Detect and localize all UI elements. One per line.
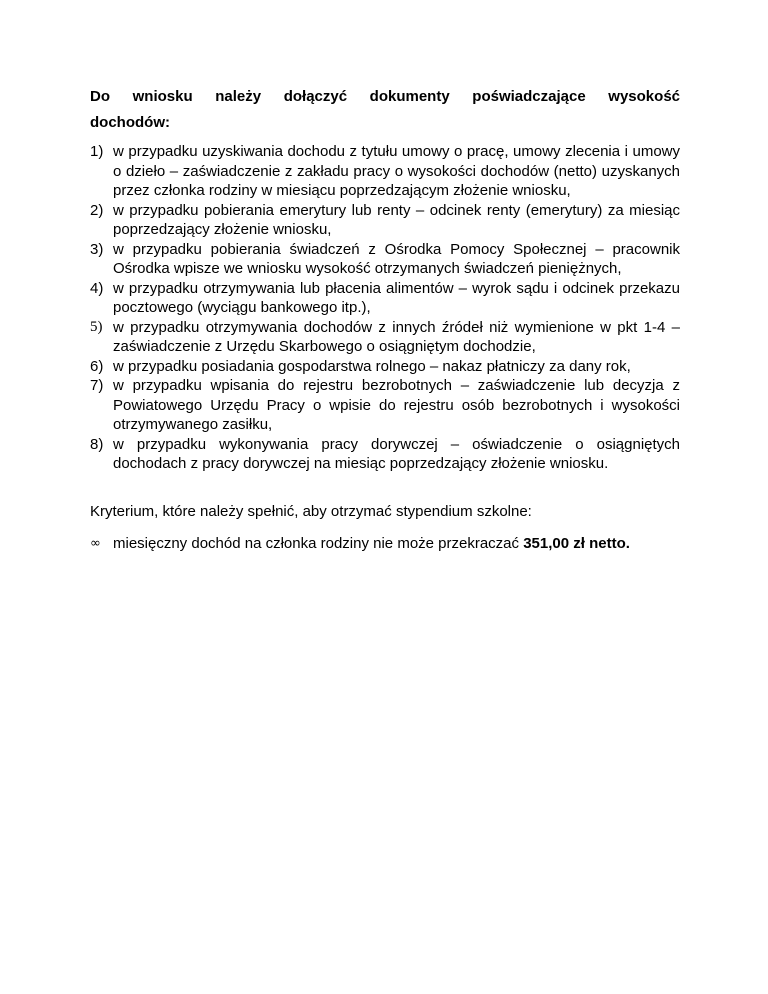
criterion-title: Kryterium, które należy spełnić, aby otrzymać stypendium szkolne:	[90, 502, 532, 520]
list-item	[90, 357, 680, 377]
list-item-number: 7)	[90, 377, 104, 394]
criteria-text: miesięczny dochód na członka rodziny nie może przekraczać	[113, 534, 524, 552]
list-item	[90, 240, 680, 279]
list-item-number: 6)	[90, 357, 104, 375]
required-documents-list	[90, 142, 680, 474]
income-limit-amount: 351,00 zł netto.	[523, 534, 630, 552]
list-item	[90, 142, 680, 201]
list-item-text: w przypadku pobierania emerytury lub renty – odcinek renty (emerytury) za miesiąc poprzedzający złożenie wniosku,	[113, 201, 680, 238]
list-item-number: 8)	[90, 435, 104, 453]
list-item	[90, 201, 680, 240]
heading-line-1: Do wniosku należy dołączyć dokumenty poświadczające wysokość	[90, 88, 680, 105]
list-item-number: 3)	[90, 240, 104, 258]
list-item-number: 1)	[90, 143, 104, 160]
criteria-item	[90, 534, 680, 554]
list-item-number: 2)	[90, 201, 104, 219]
list-item-text: w przypadku otrzymywania lub płacenia alimentów – wyrok sądu i odcinek przekazu pocztowego (wyciągu bankowego itp.),	[113, 279, 680, 316]
document-heading	[90, 84, 680, 136]
list-item-text: w przypadku otrzymywania dochodów z innych źródeł niż wymienione w pkt 1-4 – zaświadczenie z Urzędu Skarbowego o osiągniętym dochodzie,	[113, 318, 680, 355]
heading-line-2: dochodów:	[90, 114, 170, 131]
list-item-text: w przypadku posiadania gospodarstwa rolnego – nakaz płatniczy za dany rok,	[113, 357, 631, 375]
list-item-text: w przypadku wykonywania pracy dorywczej – oświadczenie o osiągniętych dochodach z pracy dorywczej na miesiąc poprzedzający złożenie wniosku.	[113, 435, 680, 472]
list-item-text: w przypadku uzyskiwania dochodu z tytułu umowy o pracę, umowy zlecenia i umowy o dzieło – zaświadczenie z zakładu pracy o wysokości dochodów (netto) uzyskanych przez członka rodziny w miesiącu poprzedzającym złożenie wniosku,	[113, 143, 680, 199]
list-item	[90, 318, 680, 357]
list-item	[90, 376, 680, 435]
list-item-number: 4)	[90, 279, 104, 297]
list-item	[90, 279, 680, 318]
document-page	[90, 84, 680, 554]
infinity-bullet-icon: ∞	[90, 535, 101, 551]
list-item-text: w przypadku wpisania do rejestru bezrobotnych – zaświadczenie lub decyzja z Powiatowego Urzędu Pracy o wpisie do rejestru osób bezrobotnych i wysokości otrzymywanego zasiłku,	[113, 377, 680, 433]
criteria-list	[90, 534, 680, 554]
list-item-number: 5)	[90, 318, 103, 335]
list-item	[90, 435, 680, 474]
list-item-text: w przypadku pobierania świadczeń z Ośrodka Pomocy Społecznej – pracownik Ośrodka wpisze we wniosku wysokość otrzymanych świadczeń pieniężnych,	[113, 240, 680, 277]
